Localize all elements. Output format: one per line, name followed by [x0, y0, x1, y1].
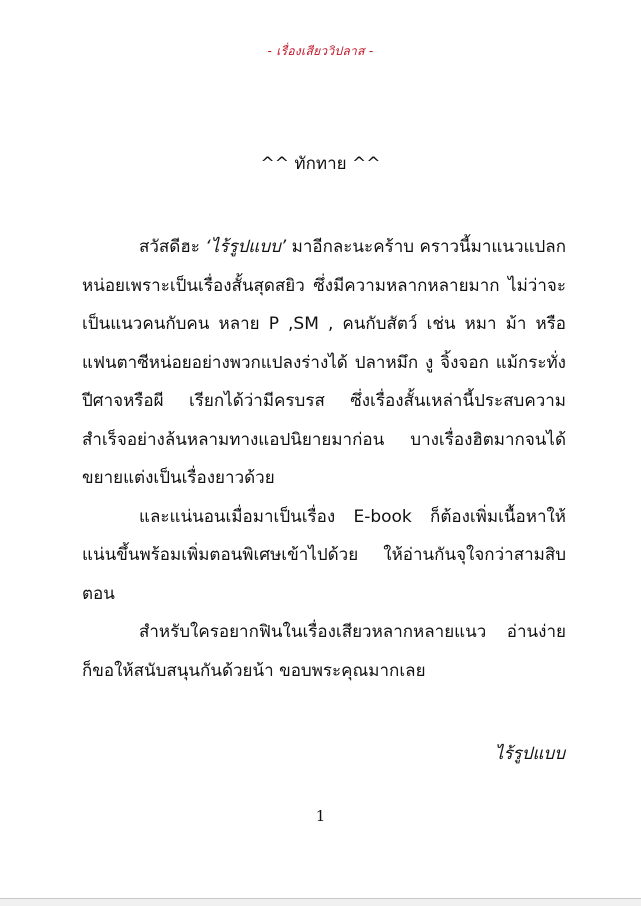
body-text: [82, 228, 566, 690]
running-header: - เรื่องเสียววิปลาส -: [267, 44, 374, 58]
paragraph-lead: สวัสดีฮะ: [139, 237, 206, 257]
author-name-emphasis: ‘ไร้รูปแบบ’: [205, 237, 287, 257]
paragraph-thanks: สำหรับใครอยากฟินในเรื่องเสียวหลากหลายแนว อ่านง่าย ก็ขอให้สนับสนุนกันด้วยน้า ขอบพระคุณมากเลย: [82, 622, 566, 681]
paragraph-greeting: [82, 228, 566, 498]
page-number: 1: [315, 807, 326, 825]
paragraph-ebook: และแน่นอนเมื่อมาเป็นเรื่อง E-book ก็ต้องเพิ่มเนื้อหาให้แน่นขึ้นพร้อมเพิ่มตอนพิเศษเข้าไปด้วย ให้อ่านกันจุใจกว่าสามสิบตอน: [82, 506, 566, 604]
paragraph-text: มาอีกละนะคร้าบ คราวนี้มาแนวแปลกหน่อยเพราะเป็นเรื่องสั้นสุดสยิว ซึ่งมีความหลากหลายมาก ไม่ว่าจะเป็นแนวคนกับคน หลาย P ,SM , คนกับสัตว์ เช่น หมา ม้า หรือแฟนตาซีหน่อยอย่างพวกแปลงร่างได้ ปลาหมึก งู จิ้งจอก แม้กระทั่งปีศาจหรือผี เรียกได้ว่ามีครบรส ซึ่งเรื่องสั้นเหล่านี้ประสบความสำเร็จอย่างล้นหลามทางแอปนิยายมาก่อน บางเรื่องฮิตมากจนได้ขยายแต่งเป็นเรื่องยาวด้วย: [82, 237, 566, 488]
section-heading: ^^ ทักทาย ^^: [260, 154, 381, 174]
author-signature: ไร้รูปแบบ: [494, 744, 565, 764]
